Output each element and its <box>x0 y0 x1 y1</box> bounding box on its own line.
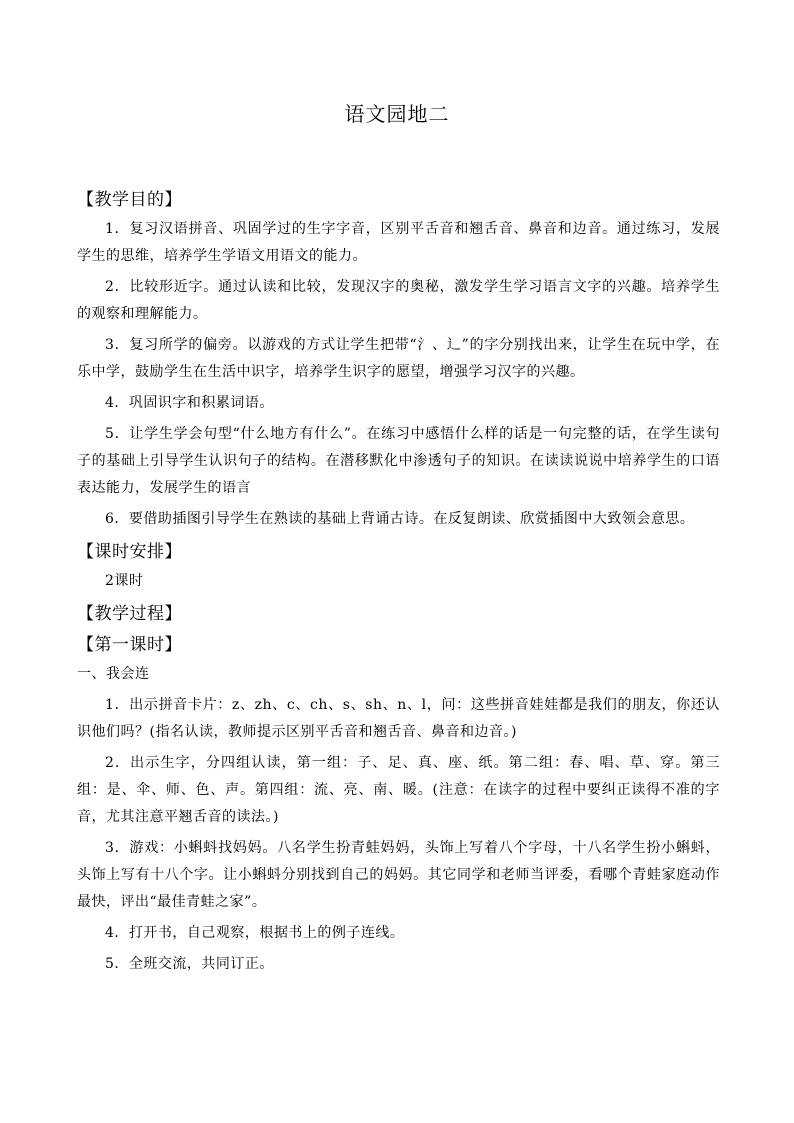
part-one-title: 一、我会连 <box>77 666 150 682</box>
goal-paragraph: 2．比较形近字。通过认读和比较，发现汉字的奥秘，激发学生学习语言文字的兴趣。培养学生的观察和理解能力。 <box>77 279 720 322</box>
step-paragraph: 3．游戏：小蝌蚪找妈妈。八名学生扮青蛙妈妈，头饰上写着八个字母，十八名学生扮小蝌蚪，头饰上写有十八个字。让小蝌蚪分别找到自己的妈妈。其它同学和老师当评委，看哪个青蛙家庭动作最快，评出“最佳青蛙之家”。 <box>77 840 720 910</box>
goal-paragraph: 3．复习所学的偏旁。以游戏的方式让学生把带“氵、辶”的字分别找出来，让学生在玩中学，在乐中学，鼓励学生在生活中识字，培养学生识字的愿望，增强学习汉字的兴趣。 <box>77 337 720 380</box>
schedule-text: 2课时 <box>105 573 144 589</box>
goals-heading: 【教学目的】 <box>77 190 182 210</box>
step-paragraph: 1．出示拼音卡片：z、zh、c、ch、s、sh、n、l，问：这些拼音娃娃都是我们的朋友，你还认识他们吗？(指名认读，教师提示区别平舌音和翘舌音、鼻音和边音。) <box>77 697 720 740</box>
goal-paragraph: 1．复习汉语拼音、巩固学过的生字字音，区别平舌音和翘舌音、鼻音和边音。通过练习，发展学生的思维，培养学生学语文用语文的能力。 <box>77 221 720 264</box>
goal-paragraph: 5．让学生学会句型“什么地方有什么”。在练习中感悟什么样的话是一句完整的话，在学生读句子的基础上引导学生认识句子的结构。在潜移默化中渗透句子的知识。在读读说说中培养学生的口语表达能力，发展学生的语言 <box>77 426 720 496</box>
step-paragraph: 2．出示生字，分四组认读，第一组：子、足、真、座、纸。第二组：春、唱、草、穿。第三组：是、伞、师、色、声。第四组：流、亮、南、暖。(注意：在读字的过程中要纠正读得不准的字音，尤其注意平翘舌音的读法。) <box>77 755 720 825</box>
step-paragraph: 5．全班交流，共同订正。 <box>105 956 274 972</box>
goal-paragraph: 4．巩固识字和积累词语。 <box>105 395 274 411</box>
goal-paragraph: 6．要借助插图引导学生在熟读的基础上背诵古诗。在反复朗读、欣赏插图中大致领会意思。 <box>105 511 695 527</box>
process-heading: 【教学过程】 <box>77 604 182 624</box>
step-paragraph: 4．打开书，自己观察，根据书上的例子连线。 <box>105 925 405 941</box>
schedule-heading: 【课时安排】 <box>77 542 182 562</box>
first-lesson-heading: 【第一课时】 <box>77 635 182 655</box>
page-title: 语文园地二 <box>344 102 450 126</box>
document-body <box>77 185 720 982</box>
